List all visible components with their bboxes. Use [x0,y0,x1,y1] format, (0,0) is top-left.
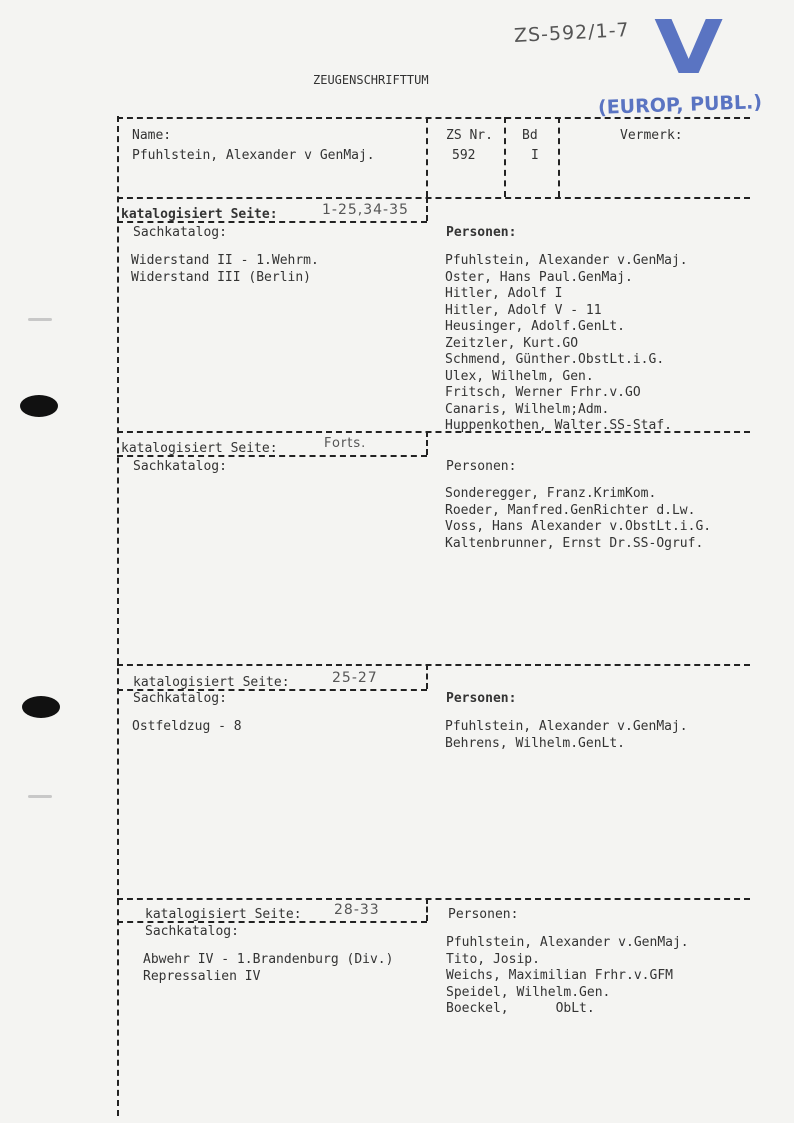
person-item: Ulex, Wilhelm, Gen. [445,368,594,384]
left-border [117,116,119,1116]
kat-label: katalogisiert Seite: [121,441,278,456]
page-title: ZEUGENSCHRIFTTUM [313,73,429,87]
person-item: Hitler, Adolf I [445,286,563,301]
sach-label: Sachkatalog: [133,225,227,240]
person-item: Pfuhlstein, Alexander v.GenMaj. [445,719,688,734]
section-line [117,664,750,666]
personen-list [446,935,689,1018]
section-line [117,898,750,900]
kat-label: katalogisiert Seite: [133,675,290,690]
sach-item: Repressalien IV [143,968,261,984]
punch-hole-top [20,395,58,417]
personen-label: Personen: [446,225,517,240]
zs-value: 592 [452,148,476,163]
person-item: Roeder, Manfred.GenRichter d.Lw. [445,502,696,518]
person-item: Weichs, Maximilian Frhr.v.GFM [446,968,673,983]
personen-label: Personen: [446,459,517,474]
stamp-text: (EUROP, PUBL.) [597,91,763,119]
stamp-letter: V [654,5,724,91]
sach-label: Sachkatalog: [145,924,239,939]
sach-item: Widerstand III (Berlin) [131,269,312,285]
person-item: Zeitzler, Kurt.GO [445,335,579,351]
archive-mark: ZS-592/1-7 [513,18,631,48]
person-item: Voss, Hans Alexander v.ObstLt.i.G. [445,519,712,534]
person-item: Boeckel, ObLt. [446,1001,595,1016]
punch-hole-bottom [22,696,60,718]
smudge [28,318,52,321]
header-divider [426,117,428,197]
header-bottom-line [117,197,750,199]
person-item: Fritsch, Werner Frhr.v.GO [445,385,641,400]
bd-label: Bd [522,128,538,143]
personen-list [445,486,711,552]
vermerk-label: Vermerk: [620,128,683,143]
kat-divider [426,664,428,689]
kat-pages: 1-25,34-35 [322,202,409,218]
sach-item: Abwehr IV - 1.Brandenburg (Div.) [143,952,394,967]
person-item: Pfuhlstein, Alexander v.GenMaj. [446,935,689,950]
kat-pages: 25-27 [332,670,378,686]
header-divider [558,117,560,197]
personen-label: Personen: [446,691,517,706]
kat-divider [426,197,428,221]
person-item: Canaris, Wilhelm;Adm. [445,401,610,417]
kat-divider [426,431,428,455]
person-item: Huppenkothen, Walter.SS-Staf. [445,418,672,433]
sach-list [131,253,319,286]
name-label: Name: [132,128,172,143]
kat-divider [426,898,428,921]
person-item: Sonderegger, Franz.KrimKom. [445,486,657,501]
kat-label: katalogisiert Seite: [145,907,302,922]
sach-item: Ostfeldzug - 8 [132,719,242,734]
kat-pages: 28-33 [334,902,380,918]
person-item: Heusinger, Adolf.GenLt. [445,319,626,334]
person-item: Tito, Josip. [446,951,540,967]
person-item: Speidel, Wilhelm.Gen. [446,984,611,1000]
person-item: Pfuhlstein, Alexander v.GenMaj. [445,253,688,268]
sach-label: Sachkatalog: [133,459,227,474]
person-item: Behrens, Wilhelm.GenLt. [445,735,626,751]
personen-label: Personen: [448,907,519,922]
person-item: Oster, Hans Paul.GenMaj. [445,269,633,285]
sach-label: Sachkatalog: [133,691,227,706]
smudge [28,795,52,798]
sach-list [143,952,393,985]
kat-pages: Forts. [324,436,367,451]
sach-list [132,719,242,736]
header-top-line [117,117,750,119]
name-value: Pfuhlstein, Alexander v GenMaj. [132,148,375,163]
person-item: Kaltenbrunner, Ernst Dr.SS-Ogruf. [445,535,704,551]
header-divider [504,117,506,197]
person-item: Hitler, Adolf V - 11 [445,302,602,318]
personen-list [445,253,688,435]
zs-label: ZS Nr. [446,128,493,143]
personen-list [445,719,688,752]
bd-value: I [531,148,539,163]
kat-label: katalogisiert Seite: [121,207,278,222]
sach-item: Widerstand II - 1.Wehrm. [131,253,319,268]
person-item: Schmend, Günther.ObstLt.i.G. [445,352,665,367]
